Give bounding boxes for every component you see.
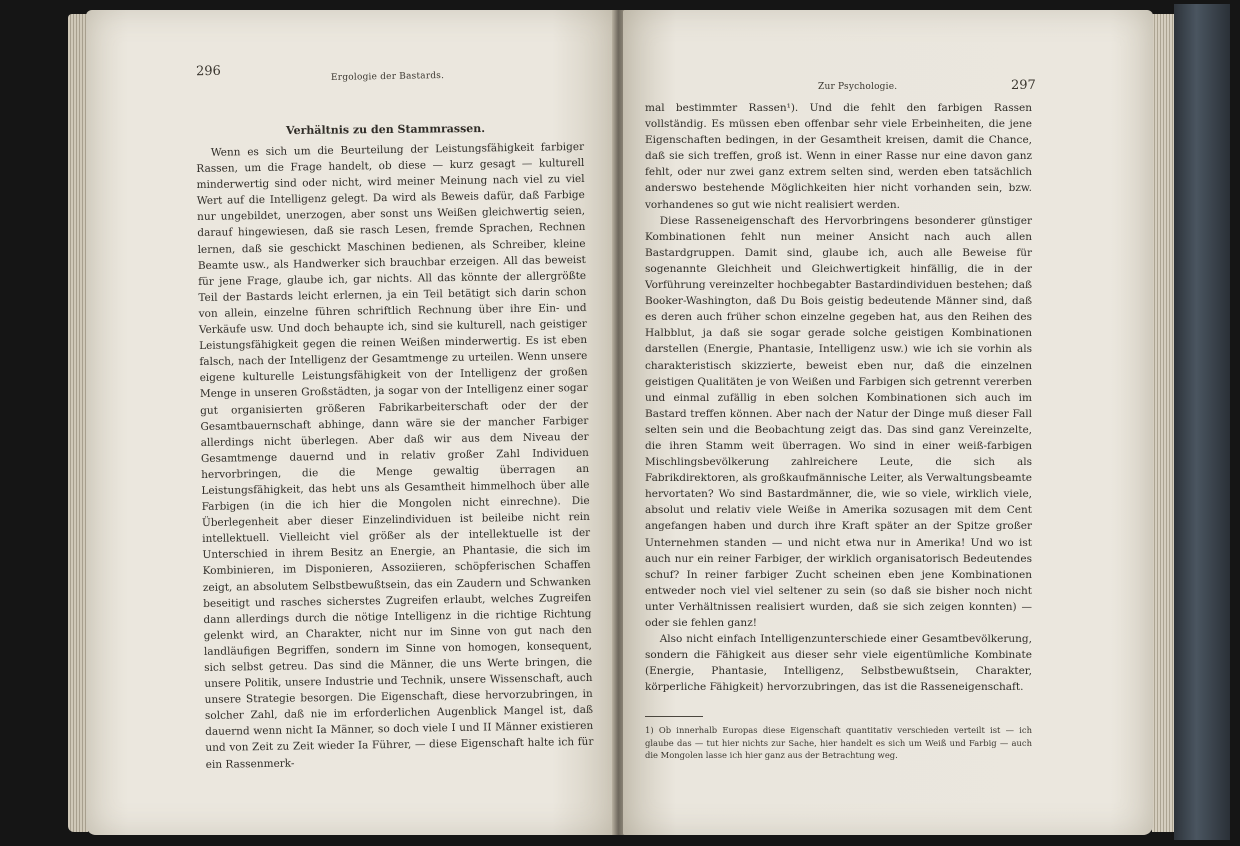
page-number: 297 <box>1011 78 1036 93</box>
page-edges-right <box>1152 14 1174 832</box>
right-page <box>623 10 1153 835</box>
paragraph: mal bestimmter Rassen¹). Und die fehlt den farbigen Rassen vollständig. Es müssen eben offenbar sehr viele Erbeinheiten, die jene Eigenschaften bedingen, in der Gesamtheit kreisen, damit die Chance, daß sie sich treffen, groß ist. Wenn in einer Rasse nur eine davon ganz fehlt, oder nur zwei ganz extrem selten sind, werden eben tatsächlich anderswo bestehende Möglichkeiten hier nicht vorhanden sein, bzw. vorhandenes so gut wie nicht realisiert werden. <box>645 102 1032 211</box>
paragraph: Also nicht einfach Intelligenzunterschiede einer Gesamtbevölkerung, sondern die Fähigkeit aus dieser sehr viele eigentümliche Kombinate (Energie, Phantasie, Intelligenz, Selbstbewußtsein, Charakter, körperliche Fähigkeit) hervorzubringen, das ist die Rasseneigenschaft. <box>645 633 1032 694</box>
running-head: Ergologie der Bastards. <box>330 71 445 83</box>
section-title: Verhältnis zu den Stammrassen. <box>285 121 486 138</box>
paragraph: Wenn es sich um die Beurteilung der Leistungsfähigkeit farbiger Rassen, um die Frage handelt, ob diese — kurz gesagt — kulturell minderwertig sind oder nicht, wird meiner Meinung nach viel zu viel Wert auf die Intelligenz gelegt. Da wird als Beweis dafür, daß Farbige nur ungebildet, unerzogen, aber sonst uns Weißen gleichwertig seien, darauf hingewiesen, daß sie rasch Lesen, fremde Sprachen, Rechnen lernen, daß sie geschickt Maschinen bedienen, als Schreiber, kleine Beamte usw., als Handwerker sich brauchbar erzeigen. All das beweist für jene Frage, glaube ich, gar nichts. All das könnte der allergrößte Teil der Bastards leicht erlernen, ja ein Teil betätigt sich darin schon von allein, einzelne führen schriftlich Rechnung über ihre Ein- und Verkäufe usw. Und doch behaupte ich, sind sie kulturell, nach geistiger Leistungsfähigkeit gegen die reinen Weißen minderwertig. Es ist eben falsch, nach der Intelligenz der Gesamtmenge zu urteilen. Wenn unsere eigene kulturelle Leistungsfähigkeit von der Intelligenz der großen Menge in unseren Großstädten, ja sogar von der Intelligenz einer sogar gut organisierten größeren Fabrikarbeiterschaft oder der der Gesamtbauernschaft abhinge, dann wäre sie der mancher Farbiger allerdings nicht überlegen. Aber daß wir aus dem Niveau der Gesamtmenge dauernd und in relativ großer Zahl Individuen hervorbringen, die die Menge gewaltig überragen an Leistungsfähigkeit, das hebt uns als Gesamtheit himmelhoch über alle Farbigen (in die ich hier die Mongolen nicht einrechne). Die Überlegenheit aber dieser Einzelindividuen ist beileibe nicht rein intellektuell. Vielleicht viel größer als der intellektuelle ist der Unterschied in ihrem Besitz an Energie, an Phantasie, die sich im Kombinieren, im Disponieren, Assoziieren, schöpferischen Schaffen zeigt, an absolutem Selbstbewußtsein, das ein Zaudern und Schwanken beseitigt und rasches sicherstes Zugreifen erlaubt, welches Zugreifen dann allerdings durch die nötige Intelligenz in die richtige Richtung gelenkt wird, an Charakter, nicht nur im Sinne von gut nach den landläufigen Begriffen, sondern im Sinne von homogen, konsequent, sich selbst getreu. Das sind die Männer, die uns Werte bringen, die unsere Politik, unsere Industrie und Technik, unsere Wissenschaft, auch unsere Strategie besorgen. Die Eigenschaft, diese hervorzubringen, in solcher Zahl, daß nie im erforderlichen Augenblick Mangel ist, daß dauernd wenn nicht Ia Männer, so doch viele I und II Männer existieren und von Zeit zu Zeit wieder Ia Führer, — diese Eigenschaft halte ich für ein Rassenmerk- <box>196 140 594 771</box>
paragraph: Diese Rasseneigenschaft des Hervorbringens besonderer günstiger Kombinationen fehlt nun meiner Ansicht nach auch allen Bastardgruppen. Damit sind, glaube ich, auch alle Beweise für sogenannte Gleichheit und Gleichwertigkeit hinfällig, die in der Vorführung vereinzelter hochbegabter Bastardindividuen bestehen; daß Booker-Washington, daß Du Bois geistig bedeutende Männer sind, daß es deren auch früher schon einzelne gegeben hat, aus den Reihen des Halbblut, ja daß sie sogar gerade solche geistigen Kombinationen darstellen (Energie, Phantasie, Intelligenz usw.) wie ich sie vorhin als charakteristisch skizzierte, beweist eben nur, daß die einzelnen geistigen Qualitäten je von Weißen und Farbigen sich getrennt vererben und einmal zufällig in eben solchen Kombinationen sich auch im Bastard treffen können. Aber nach der Natur der Dinge muß dieser Fall selten sein und die Beobachtung zeigt das. Das sind ganz Vereinzelte, die ihren Stamm weit überragen. Wo sind in einer weiß-farbigen Mischlingsbevölkerung zahlreichere Leute, die sich als Fabrikdirektoren, als großkaufmännische Leiter, als Verwaltungsbeamte hervortaten? Wo sind Bastardmänner, die, wie so viele, wirklich viele, absolut und relativ viele Weiße in Amerika sozusagen mit dem Cent angefangen haben und durch ihre Kraft später an der Spitze großer Unternehmen standen — und nicht etwa nur in Amerika! Und wo ist auch nur ein reiner Farbiger, der wirklich organisatorisch Bedeutendes schuf? In reiner farbiger Zucht scheinen eben jene Kombinationen entweder noch viel viel seltener zu sein (so daß sie bisher noch nicht unter Verhältnissen realisiert wurden, daß sie sich zeigen konnten) — oder sie fehlen ganz! <box>645 214 1032 629</box>
footnote-rule <box>645 716 703 717</box>
book-cover-edge <box>1174 4 1230 840</box>
page-edges-left <box>68 14 88 832</box>
body-text <box>645 100 1032 695</box>
footnote: 1) Ob innerhalb Europas diese Eigenschaft quantitativ verschieden verteilt ist — ich glaube das — tut hier nichts zur Sache, hier handelt es sich um Weiß und Farbig — auch die Mongolen lasse ich hier ganz aus der Betrachtung weg. <box>645 725 1032 760</box>
left-page <box>86 10 616 835</box>
page-number: 296 <box>195 63 221 80</box>
body-text <box>196 139 594 773</box>
running-head: Zur Psychologie. <box>818 82 898 92</box>
